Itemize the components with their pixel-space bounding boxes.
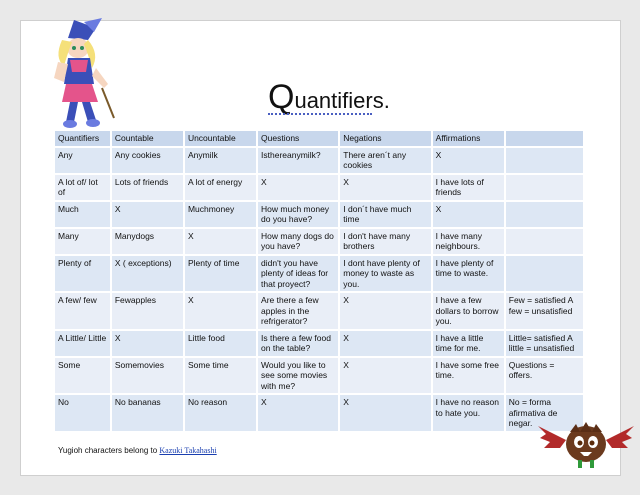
header-cell: Negations [340, 131, 430, 146]
table-cell: Little food [185, 331, 256, 356]
table-cell: Some time [185, 358, 256, 394]
table-cell: X [340, 331, 430, 356]
table-cell: Plenty of time [185, 256, 256, 292]
table-cell: X [340, 395, 430, 431]
table-cell: Anymilk [185, 148, 256, 173]
table-cell: Many [55, 229, 110, 254]
title-underline [268, 113, 372, 115]
table-cell: X ( exceptions) [112, 256, 183, 292]
table-cell [506, 229, 583, 254]
table-cell: There aren´t any cookies [340, 148, 430, 173]
table-cell: How many dogs do you have? [258, 229, 338, 254]
table-row [55, 229, 583, 254]
table-cell: I have many neighbours. [433, 229, 504, 254]
table-cell: Fewapples [112, 293, 183, 329]
table-row [55, 202, 583, 227]
table-cell: Are there a few apples in the refrigerator? [258, 293, 338, 329]
table-cell [506, 175, 583, 200]
title-first-letter: Q [268, 78, 295, 116]
table-cell: I dont have plenty of money to waste as you. [340, 256, 430, 292]
table-row [55, 331, 583, 356]
table-cell: No = forma afirmativa de negar. [506, 395, 583, 431]
table-cell: I have no reason to hate you. [433, 395, 504, 431]
table-row [55, 293, 583, 329]
table-cell: Is there a few food on the table? [258, 331, 338, 356]
table-cell: I have a little time for me. [433, 331, 504, 356]
header-cell: Quantifiers [55, 131, 110, 146]
table-row [55, 175, 583, 200]
table-cell: A lot of energy [185, 175, 256, 200]
table-cell: Little= satisfied A little = unsatisfied [506, 331, 583, 356]
header-cell: Countable [112, 131, 183, 146]
footer-text: Yugioh characters belong to [58, 446, 160, 455]
table-cell: A few/ few [55, 293, 110, 329]
table-cell: X [112, 331, 183, 356]
table-cell [506, 202, 583, 227]
author-link[interactable]: Kazuki Takahashi [159, 446, 217, 455]
table-cell: Any cookies [112, 148, 183, 173]
table-cell: Few = satisfied A few = unsatisfied [506, 293, 583, 329]
header-cell: Uncountable [185, 131, 256, 146]
table-cell: Lots of friends [112, 175, 183, 200]
table-cell: X [258, 175, 338, 200]
table-cell: X [185, 293, 256, 329]
table-cell: X [185, 229, 256, 254]
table-cell: X [340, 293, 430, 329]
table-cell: No [55, 395, 110, 431]
page-title [268, 80, 390, 114]
table-row [55, 395, 583, 431]
table-cell [506, 148, 583, 173]
table-cell: Much [55, 202, 110, 227]
table-cell: Manydogs [112, 229, 183, 254]
table-cell: X [340, 175, 430, 200]
header-cell: Questions [258, 131, 338, 146]
table-cell: I have some free time. [433, 358, 504, 394]
footer-credit [58, 446, 217, 455]
table-row [55, 256, 583, 292]
quantifiers-table [53, 129, 585, 433]
table-cell: I have a few dollars to borrow you. [433, 293, 504, 329]
table-row [55, 358, 583, 394]
table-cell: Muchmoney [185, 202, 256, 227]
table-cell: I don't have many brothers [340, 229, 430, 254]
table-cell [506, 256, 583, 292]
table-cell: Some [55, 358, 110, 394]
table-cell: X [340, 358, 430, 394]
header-cell: Affirmations [433, 131, 504, 146]
title-rest: uantifiers. [294, 88, 390, 113]
table-cell: Plenty of [55, 256, 110, 292]
table-cell: I have lots of friends [433, 175, 504, 200]
table-cell: Somemovies [112, 358, 183, 394]
table-cell: A Little/ Little [55, 331, 110, 356]
table-cell: How much money do you have? [258, 202, 338, 227]
table-row [55, 148, 583, 173]
table-cell: Isthereanymilk? [258, 148, 338, 173]
table-cell: I don´t have much time [340, 202, 430, 227]
table-cell: X [433, 202, 504, 227]
table-cell: X [433, 148, 504, 173]
table-body [55, 131, 583, 431]
table-cell: Any [55, 148, 110, 173]
winged-kuriboh-illustration [536, 412, 636, 472]
table-cell: Would you like to see some movies with me? [258, 358, 338, 394]
table-cell: No bananas [112, 395, 183, 431]
table-cell: X [258, 395, 338, 431]
table-cell: Questions = offers. [506, 358, 583, 394]
header-cell [506, 131, 583, 146]
dark-magician-girl-illustration [44, 18, 118, 130]
table-cell: No reason [185, 395, 256, 431]
table-cell: didn't you have plenty of ideas for that proyect? [258, 256, 338, 292]
table-cell: X [112, 202, 183, 227]
table-cell: I have plenty of time to waste. [433, 256, 504, 292]
table-header-row [55, 131, 583, 146]
table-cell: A lot of/ lot of [55, 175, 110, 200]
